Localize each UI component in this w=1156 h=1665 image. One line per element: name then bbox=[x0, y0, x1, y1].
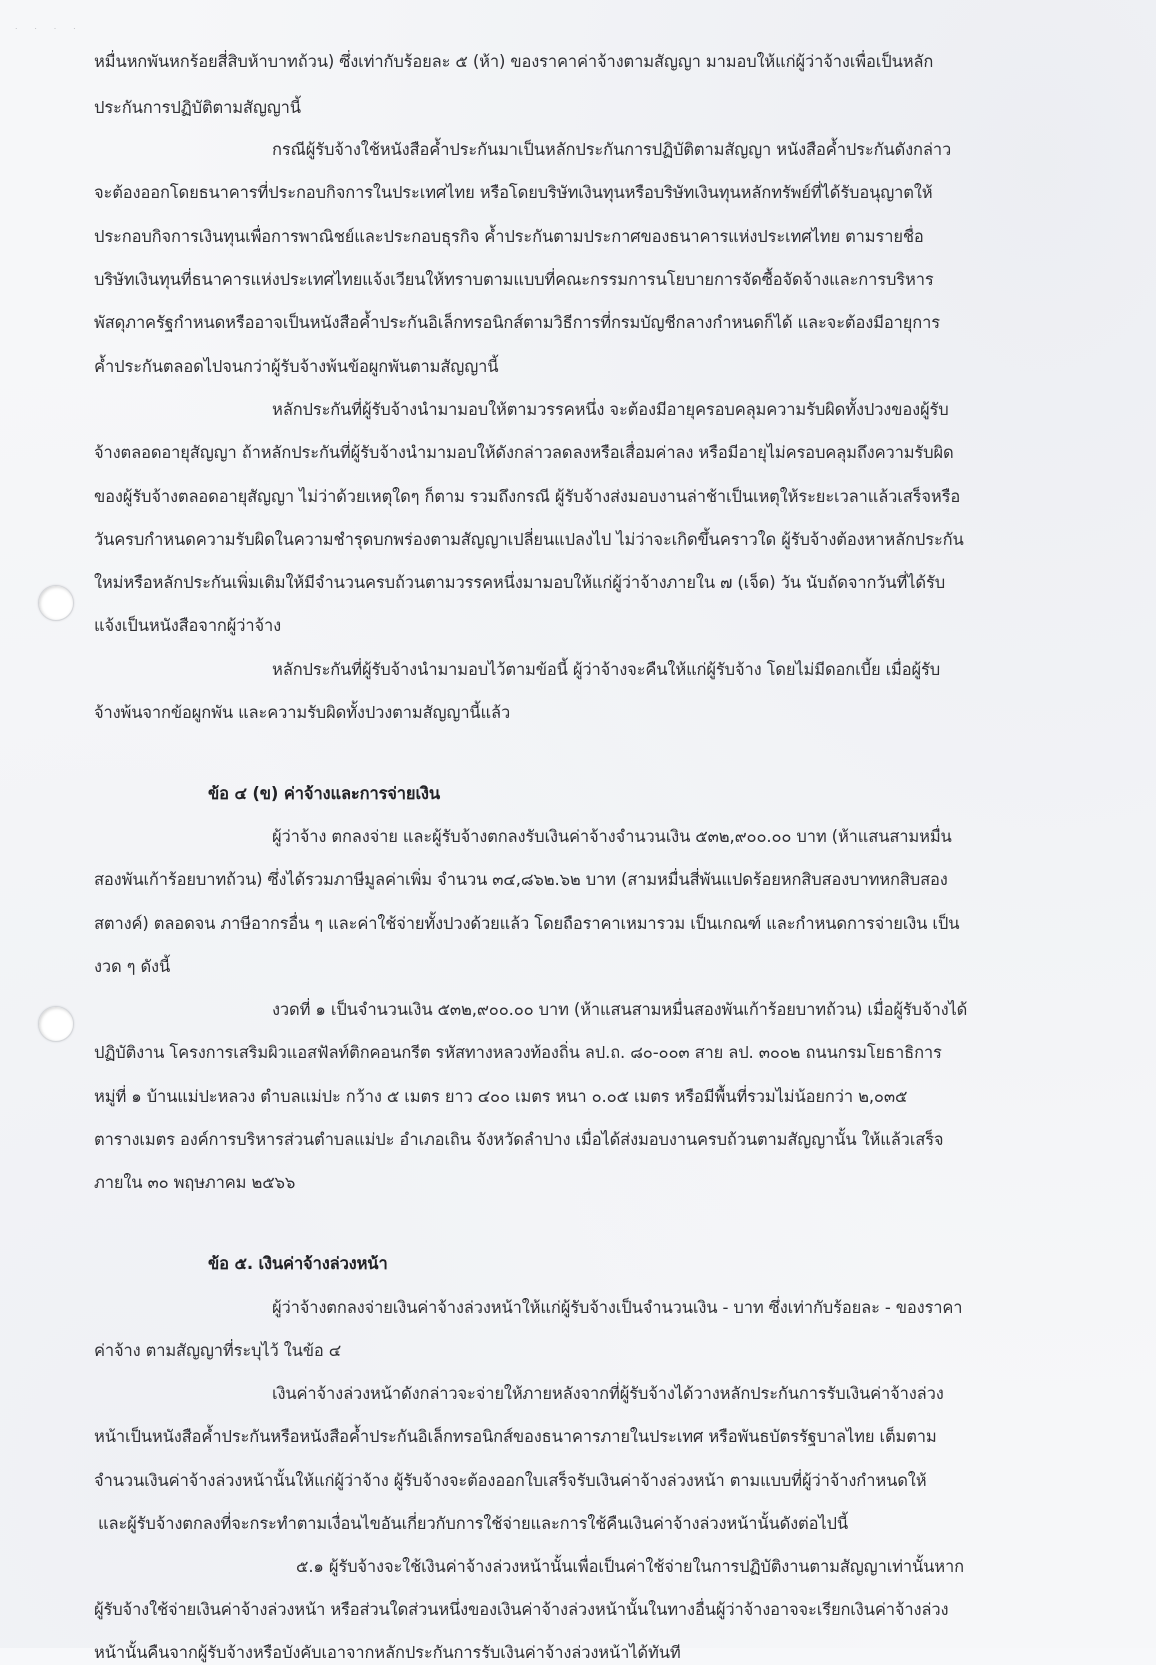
text-line: แจ้งเป็นหนังสือจากผู้ว่าจ้าง bbox=[94, 616, 282, 635]
punch-hole-top bbox=[38, 585, 74, 621]
scan-specks: ˙ ˙ ˙ ˙ bbox=[14, 28, 83, 38]
text-line: และผู้รับจ้างตกลงที่จะกระทำตามเงื่อนไขอันเกี่ยวกับการใช้จ่ายและการใช้คืนเงินค่าจ้างล่วงหน้านั้นดังต่อไปนี้ bbox=[98, 1514, 848, 1533]
text-line: ผู้ว่าจ้าง ตกลงจ่าย และผู้รับจ้างตกลงรับเงินค่าจ้างจำนวนเงิน ๕๓๒,๙๐๐.๐๐ บาท (ห้าแสนสามหมื่น bbox=[272, 827, 952, 846]
text-line: งวด ๆ ดังนี้ bbox=[94, 957, 171, 976]
text-line: สองพันเก้าร้อยบาทถ้วน) ซึ่งได้รวมภาษีมูลค่าเพิ่ม จำนวน ๓๔,๘๖๒.๖๒ บาท (สามหมื่นสี่พันแปดร้อยหกสิบสองบาทหกสิบสอง bbox=[94, 870, 948, 889]
punch-hole-bottom bbox=[38, 1006, 74, 1042]
text-line: หน้าเป็นหนังสือค้ำประกันหรือหนังสือค้ำประกันอิเล็กทรอนิกส์ของธนาคารภายในประเทศ หรือพันธบัตรรัฐบาลไทย เต็มตาม bbox=[94, 1427, 937, 1446]
text-line: ประกอบกิจการเงินทุนเพื่อการพาณิชย์และประกอบธุรกิจ ค้ำประกันตามประกาศของธนาคารแห่งประเทศไทย ตามรายชื่อ bbox=[94, 227, 924, 246]
text-line: หลักประกันที่ผู้รับจ้างนำมามอบไว้ตามข้อนี้ ผู้ว่าจ้างจะคืนให้แก่ผู้รับจ้าง โดยไม่มีดอกเบี้ย เมื่อผู้รับ bbox=[272, 660, 941, 679]
text-line: งวดที่ ๑ เป็นจำนวนเงิน ๕๓๒,๙๐๐.๐๐ บาท (ห้าแสนสามหมื่นสองพันเก้าร้อยบาทถ้วน) เมื่อผู้รับจ้างได้ bbox=[272, 1000, 968, 1019]
text-line: หมื่นหกพันหกร้อยสี่สิบห้าบาทถ้วน) ซึ่งเท่ากับร้อยละ ๕ (ห้า) ของราคาค่าจ้างตามสัญญา มามอบให้แก่ผู้ว่าจ้างเพื่อเป็นหลัก bbox=[94, 52, 934, 71]
text-line: กรณีผู้รับจ้างใช้หนังสือค้ำประกันมาเป็นหลักประกันการปฏิบัติตามสัญญา หนังสือค้ำประกันดังกล่าว bbox=[272, 140, 952, 159]
text-line: ปฏิบัติงาน โครงการเสริมผิวแอสฟัลท์ติกคอนกรีต รหัสทางหลวงท้องถิ่น ลป.ถ. ๘๐-๐๐๓ สาย ลป. ๓๐๐๒ ถนนกรมโยธาธิการ bbox=[94, 1043, 942, 1062]
clause-5-heading: ข้อ ๕. เงินค่าจ้างล่วงหน้า bbox=[208, 1254, 388, 1273]
text-line: ค้ำประกันตลอดไปจนกว่าผู้รับจ้างพ้นข้อผูกพันตามสัญญานี้ bbox=[94, 357, 499, 376]
text-line: พัสดุภาครัฐกำหนดหรืออาจเป็นหนังสือค้ำประกันอิเล็กทรอนิกส์ตามวิธีการที่กรมบัญชีกลางกำหนดก็ได้ และจะต้องมีอายุการ bbox=[94, 313, 940, 332]
text-line: สตางค์) ตลอดจน ภาษีอากรอื่น ๆ และค่าใช้จ่ายทั้งปวงด้วยแล้ว โดยถือราคาเหมารวม เป็นเกณฑ์ และกำหนดการจ่ายเงิน เป็น bbox=[94, 914, 960, 933]
text-line: จะต้องออกโดยธนาคารที่ประกอบกิจการในประเทศไทย หรือโดยบริษัทเงินทุนหรือบริษัทเงินทุนหลักทรัพย์ที่ได้รับอนุญาตให้ bbox=[94, 183, 933, 202]
text-line: ของผู้รับจ้างตลอดอายุสัญญา ไม่ว่าด้วยเหตุใดๆ ก็ตาม รวมถึงกรณี ผู้รับจ้างส่งมอบงานล่าช้าเป็นเหตุให้ระยะเวลาแล้วเสร็จหรือ bbox=[94, 487, 961, 506]
text-line: ประกันการปฏิบัติตามสัญญานี้ bbox=[94, 98, 301, 117]
text-line: ใหม่หรือหลักประกันเพิ่มเติมให้มีจำนวนครบถ้วนตามวรรคหนึ่งมามอบให้แก่ผู้ว่าจ้างภายใน ๗ (เจ็ด) วัน นับถัดจากวันที่ได้รับ bbox=[94, 573, 946, 592]
text-line: ตารางเมตร องค์การบริหารส่วนตำบลแม่ปะ อำเภอเถิน จังหวัดลำปาง เมื่อได้ส่งมอบงานครบถ้วนตามสัญญานั้น ให้แล้วเสร็จ bbox=[94, 1130, 944, 1149]
text-line: หลักประกันที่ผู้รับจ้างนำมามอบให้ตามวรรคหนึ่ง จะต้องมีอายุครอบคลุมความรับผิดทั้งปวงของผู้รับ bbox=[272, 400, 949, 419]
text-line: หมู่ที่ ๑ บ้านแม่ปะหลวง ตำบลแม่ปะ กว้าง ๕ เมตร ยาว ๔๐๐ เมตร หนา ๐.๐๕ เมตร หรือมีพื้นที่รวมไม่น้อยกว่า ๒,๐๓๕ bbox=[94, 1087, 908, 1106]
text-line: ภายใน ๓๐ พฤษภาคม ๒๕๖๖ bbox=[94, 1173, 296, 1192]
text-line: เงินค่าจ้างล่วงหน้าดังกล่าวจะจ่ายให้ภายหลังจากที่ผู้รับจ้างได้วางหลักประกันการรับเงินค่าจ้างล่วง bbox=[272, 1384, 944, 1403]
text-line: จำนวนเงินค่าจ้างล่วงหน้านั้นให้แก่ผู้ว่าจ้าง ผู้รับจ้างจะต้องออกใบเสร็จรับเงินค่าจ้างล่วงหน้า ตามแบบที่ผู้ว่าจ้างกำหนดให้ bbox=[94, 1471, 927, 1490]
text-line: ผู้รับจ้างใช้จ่ายเงินค่าจ้างล่วงหน้า หรือส่วนใดส่วนหนึ่งของเงินค่าจ้างล่วงหน้านั้นในทางอื่นผู้ว่าจ้างอาจจะเรียกเงินค่าจ้างล่วง bbox=[94, 1600, 949, 1619]
text-line: หน้านั้นคืนจากผู้รับจ้างหรือบังคับเอาจากหลักประกันการรับเงินค่าจ้างล่วงหน้าได้ทันที bbox=[94, 1643, 681, 1662]
text-line: วันครบกำหนดความรับผิดในความชำรุดบกพร่องตามสัญญาเปลี่ยนแปลงไป ไม่ว่าจะเกิดขึ้นคราวใด ผู้รับจ้างต้องหาหลักประกัน bbox=[94, 530, 964, 549]
clause-5-1-text: ๕.๑ ผู้รับจ้างจะใช้เงินค่าจ้างล่วงหน้านั้นเพื่อเป็นค่าใช้จ่ายในการปฏิบัติงานตามสัญญาเท่านั้นหาก bbox=[296, 1557, 964, 1576]
text-line: จ้างตลอดอายุสัญญา ถ้าหลักประกันที่ผู้รับจ้างนำมามอบให้ดังกล่าวลดลงหรือเสื่อมค่าลง หรือมีอายุไม่ครอบคลุมถึงความรับผิด bbox=[94, 443, 954, 462]
text-line: บริษัทเงินทุนที่ธนาคารแห่งประเทศไทยแจ้งเวียนให้ทราบตามแบบที่คณะกรรมการนโยบายการจัดซื้อจัดจ้างและการบริหาร bbox=[94, 270, 934, 289]
clause-4b-heading: ข้อ ๔ (ข) ค่าจ้างและการจ่ายเงิน bbox=[208, 784, 440, 803]
text-line: ผู้ว่าจ้างตกลงจ่ายเงินค่าจ้างล่วงหน้าให้แก่ผู้รับจ้างเป็นจำนวนเงิน - บาท ซึ่งเท่ากับร้อยละ - ของราคา bbox=[272, 1298, 963, 1317]
text-line: จ้างพ้นจากข้อผูกพัน และความรับผิดทั้งปวงตามสัญญานี้แล้ว bbox=[94, 703, 511, 722]
text-line: ค่าจ้าง ตามสัญญาที่ระบุไว้ ในข้อ ๔ bbox=[94, 1341, 342, 1360]
